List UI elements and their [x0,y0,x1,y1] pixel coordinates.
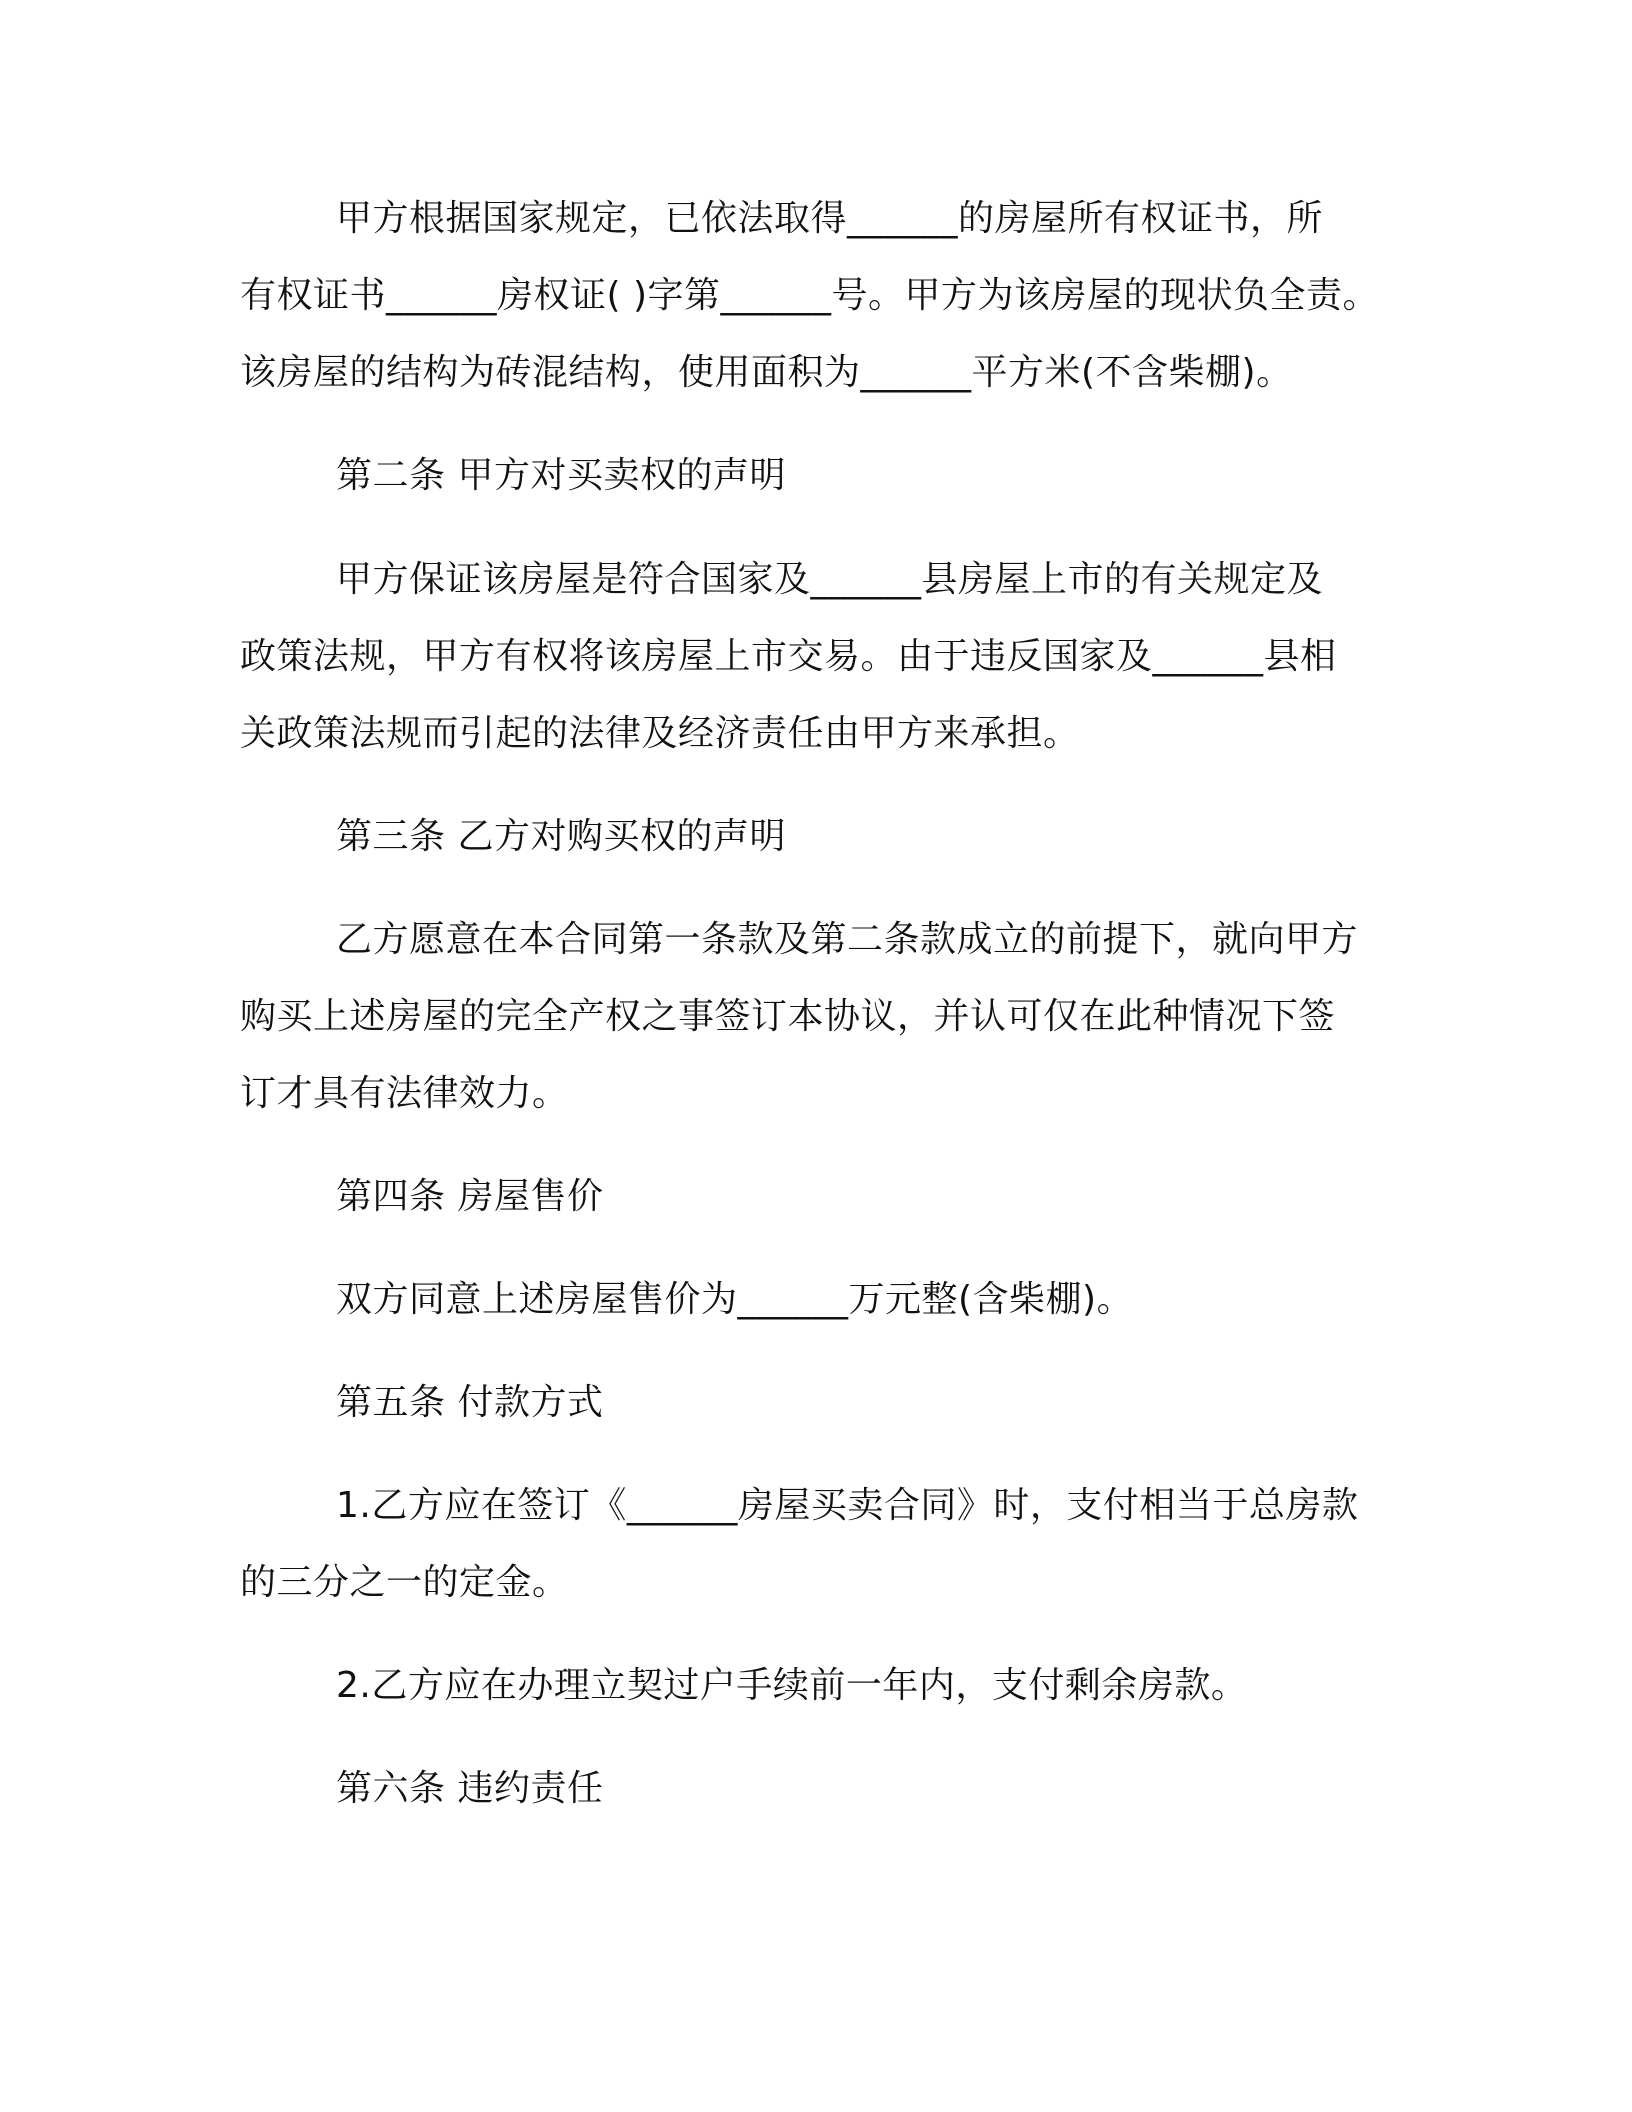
article-5-heading: 第五条 付款方式 [336,1382,604,1423]
paragraph-3-line-3: 订才具有法律效力。 [240,1073,569,1114]
paragraph-4-line-1: 双方同意上述房屋售价为______万元整(含柴棚)。 [336,1279,1134,1320]
paragraph-1-line-3: 该房屋的结构为砖混结构，使用面积为______平方米(不含柴棚)。 [240,352,1293,393]
article-4-heading: 第四条 房屋售价 [336,1176,604,1217]
paragraph-3-line-1: 乙方愿意在本合同第一条款及第二条款成立的前提下，就向甲方 [336,919,1359,960]
paragraph-6-line-1: 2.乙方应在办理立契过户手续前一年内，支付剩余房款。 [336,1665,1248,1706]
paragraph-5-line-1: 1.乙方应在签订《______房屋买卖合同》时，支付相当于总房款 [336,1485,1359,1526]
paragraph-2-line-3: 关政策法规而引起的法律及经济责任由甲方来承担。 [240,713,1080,754]
paragraph-1-line-2: 有权证书______房权证( )字第______号。甲方为该房屋的现状负全责。 [240,275,1380,316]
article-6-heading: 第六条 违约责任 [336,1768,604,1809]
article-2-heading: 第二条 甲方对买卖权的声明 [336,455,786,496]
paragraph-3-line-2: 购买上述房屋的完全产权之事签订本协议，并认可仅在此种情况下签 [240,996,1336,1037]
paragraph-2-line-2: 政策法规，甲方有权将该房屋上市交易。由于违反国家及______县相 [240,636,1337,677]
paragraph-2-line-1: 甲方保证该房屋是符合国家及______县房屋上市的有关规定及 [336,559,1324,600]
paragraph-5-line-2: 的三分之一的定金。 [240,1562,569,1603]
paragraph-1-line-1: 甲方根据国家规定，已依法取得______的房屋所有权证书，所 [336,198,1324,239]
article-3-heading: 第三条 乙方对购买权的声明 [336,816,786,857]
